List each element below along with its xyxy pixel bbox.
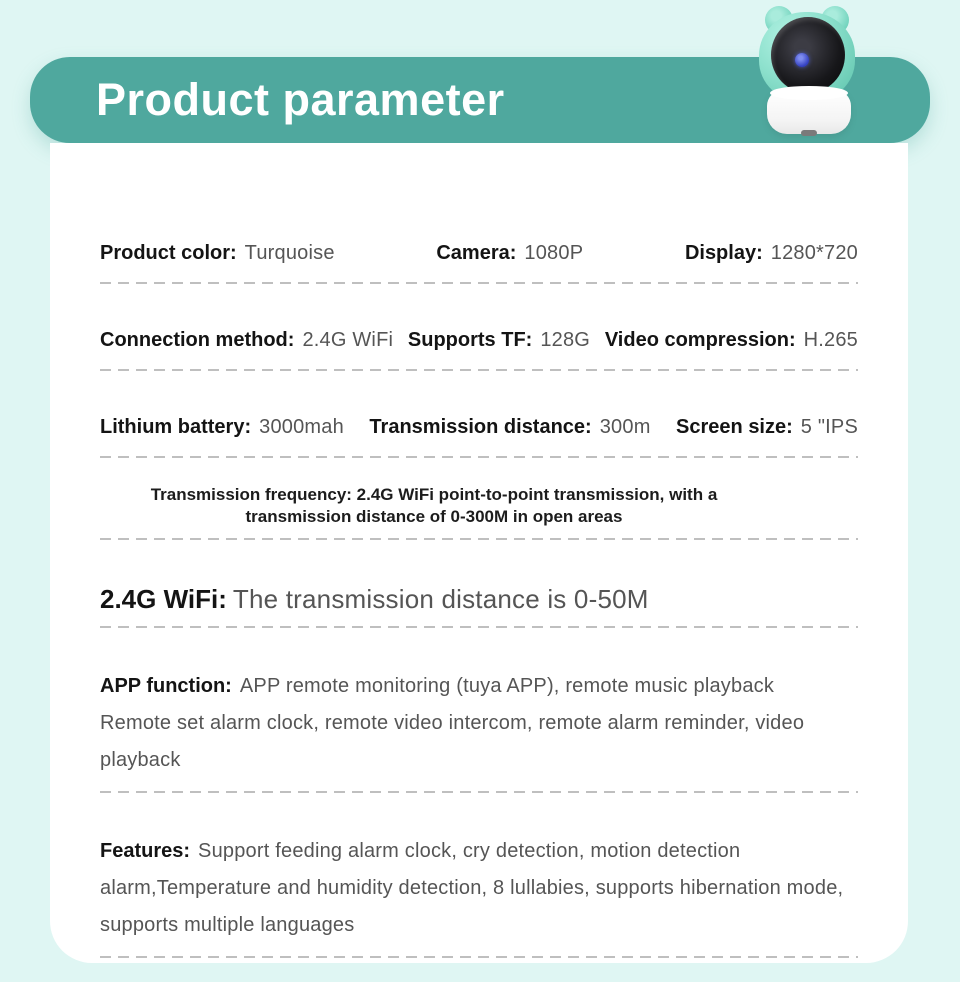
spec-value: Turquoise	[244, 242, 335, 264]
app-function-line1	[100, 668, 858, 705]
spec-item	[369, 413, 650, 441]
camera-base-button	[801, 130, 817, 136]
dashed-divider	[100, 626, 858, 628]
product-camera-image	[757, 4, 859, 138]
app-function-line2	[100, 705, 858, 779]
spec-label: Video compression:	[604, 329, 796, 351]
dashed-divider	[100, 369, 858, 371]
dashed-divider	[100, 282, 858, 284]
spec-value: 5 "IPS	[800, 416, 858, 438]
spec-label: Screen size:	[676, 416, 793, 438]
spec-value: 300m	[599, 416, 651, 438]
app-function-text1: APP remote monitoring (tuya APP), remote music playback	[239, 675, 775, 697]
wifi-value: The transmission distance is 0-50M	[232, 584, 649, 614]
spec-value: H.265	[803, 329, 858, 351]
spec-item	[676, 413, 858, 441]
spec-item	[100, 326, 393, 354]
dashed-divider	[100, 538, 858, 540]
camera-base	[767, 90, 851, 134]
dashed-divider	[100, 956, 858, 958]
app-function-section	[100, 668, 858, 791]
app-function-label: APP function:	[100, 675, 232, 697]
spec-label: Lithium battery:	[100, 416, 252, 438]
features-label: Features:	[100, 840, 191, 862]
spec-label: Camera:	[436, 242, 517, 264]
spec-value: 3000mah	[259, 416, 344, 438]
features-text: Support feeding alarm clock, cry detection, motion detection alarm,Temperature and humidity detection, 8 lullabies, supports hibernation mode, supports multiple languages	[100, 840, 844, 936]
features-section	[100, 833, 858, 956]
spec-item	[408, 326, 590, 354]
app-function-text2: Remote set alarm clock, remote video intercom, remote alarm reminder, video playback	[100, 712, 805, 771]
spec-item	[685, 239, 858, 267]
dashed-divider	[100, 456, 858, 458]
spec-item	[100, 413, 344, 441]
page-title: Product parameter	[96, 74, 505, 125]
spec-value: 2.4G WiFi	[302, 329, 394, 351]
spec-item	[436, 239, 583, 267]
spec-label: Product color:	[100, 242, 237, 264]
wifi-distance-row	[100, 584, 858, 626]
spec-row-color-camera-display	[100, 239, 858, 282]
spec-card	[50, 143, 908, 963]
spec-value: 128G	[540, 329, 591, 351]
spec-label: Transmission distance:	[369, 416, 592, 438]
wifi-label: 2.4G WiFi:	[100, 584, 227, 614]
camera-lens-pupil	[795, 53, 809, 67]
spec-item	[100, 239, 335, 267]
spec-label: Display:	[684, 242, 763, 264]
dashed-divider	[100, 791, 858, 793]
transmission-frequency-text: Transmission frequency: 2.4G WiFi point-to-point transmission, with a transmission distance of 0-300M in open areas	[150, 485, 718, 526]
camera-lens	[771, 17, 845, 93]
spec-item	[605, 326, 858, 354]
spec-value: 1280*720	[770, 242, 858, 264]
spec-row-battery-distance-screen	[100, 413, 858, 456]
spec-label: Supports TF:	[407, 329, 533, 351]
spec-label: Connection method:	[100, 329, 295, 351]
spec-row-connection-tf-compression	[100, 326, 858, 369]
spec-value: 1080P	[524, 242, 584, 264]
transmission-frequency-note	[100, 484, 858, 538]
